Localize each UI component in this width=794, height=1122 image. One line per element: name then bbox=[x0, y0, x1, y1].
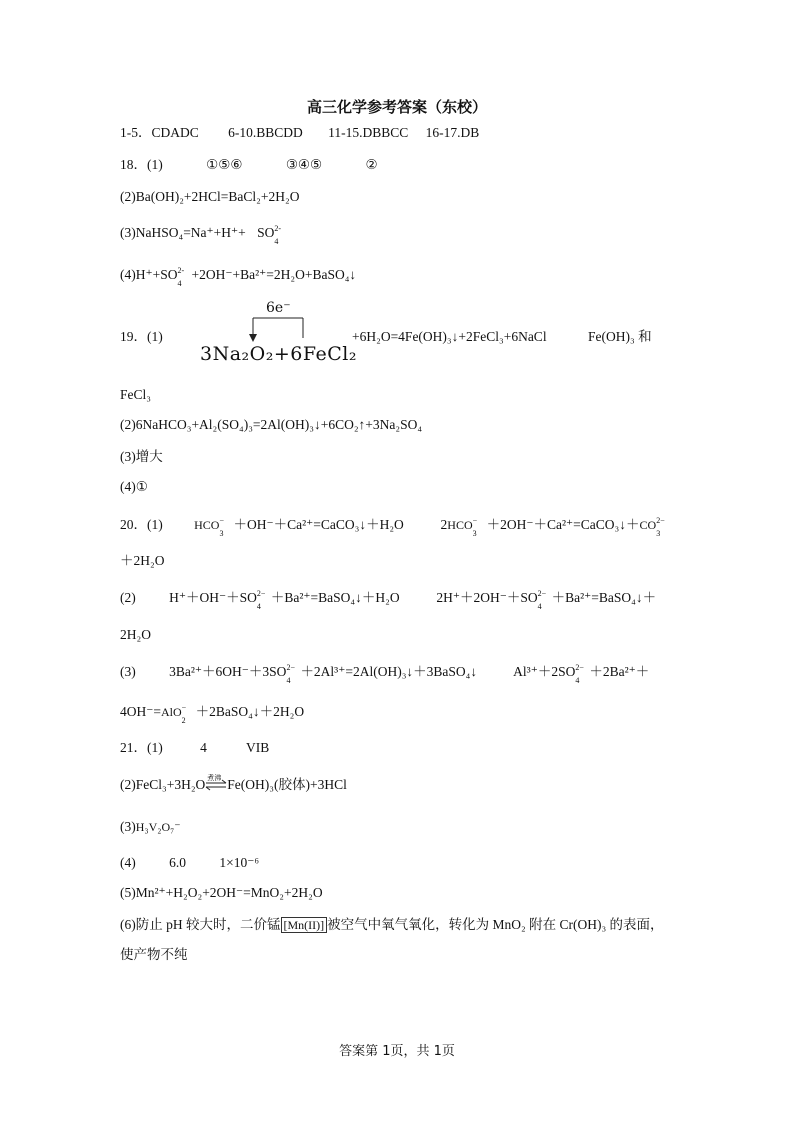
q21-part6: (6)防止 pH 较大时，二价锰 [Mn(II)] 被空气中氧气氧化，转化为 MnO₂ 附在 Cr(OH)₃ 的表面， bbox=[120, 917, 664, 932]
q19-part4: (4)① bbox=[120, 479, 148, 494]
q19-reactants: 3Na₂O₂+6FeCl₂ bbox=[200, 343, 357, 365]
reversible-arrow: 煮沸 bbox=[205, 777, 227, 791]
q21-part2: (2)FeCl₃+3H₂O 煮沸 Fe(OH)₃(胶体)+3HCl bbox=[120, 774, 347, 792]
q20-part2-cont: 2H₂O bbox=[120, 627, 151, 642]
q20-part1: 20．(1) HCO − 3 ＋OH⁻＋Ca²⁺=CaCO₃↓＋H₂O 2HCO − 3 ＋2OH⁻＋Ca²⁺=CaCO₃↓＋CO 2− 3 bbox=[120, 516, 665, 538]
page-footer: 答案第 1页，共 1页 bbox=[339, 1044, 455, 1059]
q20-part1-cont: ＋2H₂O bbox=[120, 553, 165, 568]
q21-part1: 21．(1) 4 VIB bbox=[120, 740, 270, 755]
q20-part3: (3) 3Ba²⁺＋6OH⁻＋3SO 2− 4 ＋2Al³⁺=2Al(OH)₃↓＋3BaSO₄↓ Al³⁺＋2SO 2− 4 ＋2Ba²⁺＋ bbox=[120, 663, 650, 685]
q18-part2: (2)Ba(OH)₂+2HCl=BaCl₂+2H₂O bbox=[120, 189, 300, 204]
q21-part4: (4) 6.0 1×10⁻⁶ bbox=[120, 855, 260, 870]
q21-part3: (3)H₃V₂O₇⁻ bbox=[120, 819, 181, 834]
q19-part2: (2)6NaHCO₃+Al₂(SO₄)₃=2Al(OH)₃↓+6CO₂↑+3Na₂SO₄ bbox=[120, 417, 423, 432]
q20-part2: (2) H⁺＋OH⁻＋SO 2− 4 ＋Ba²⁺=BaSO₄↓＋H₂O 2H⁺＋2OH⁻＋SO 2− 4 ＋Ba²⁺=BaSO₄↓＋ bbox=[120, 589, 657, 611]
electron-count: 6e⁻ bbox=[266, 300, 291, 316]
mc-answers: 1-5．CDADC 6-10.BBCDD 11-15.DBBCC 16-17.DB bbox=[120, 125, 480, 140]
q19-cont: FeCl₃ bbox=[120, 387, 151, 402]
q18-part3: (3)NaHSO₄=Na⁺+H⁺+ SO 2- 4 bbox=[120, 224, 282, 246]
q19-rest: +6H₂O=4Fe(OH)₃↓+2FeCl₃+6NaCl bbox=[352, 329, 547, 344]
q21-part6-cont: 使产物不纯 bbox=[120, 947, 188, 962]
q19-product: Fe(OH)₃ 和 bbox=[588, 329, 652, 344]
q18-part4: (4)H⁺+SO 2- 4 +2OH⁻+Ba²⁺=2H₂O+BaSO₄↓ bbox=[120, 266, 357, 288]
page-title: 高三化学参考答案（东校） bbox=[306, 98, 487, 116]
q21-part5: (5)Mn²⁺+H₂O₂+2OH⁻=MnO₂+2H₂O bbox=[120, 885, 323, 900]
q19-part3: (3)增大 bbox=[120, 449, 163, 464]
q18-part1: 18．(1) ①⑤⑥ ③④⑤ ② bbox=[120, 157, 378, 172]
q19-num: 19．(1) bbox=[120, 329, 163, 344]
q20-part3-cont: 4OH⁻=AlO − 2 ＋2BaSO₄↓＋2H₂O bbox=[120, 703, 305, 725]
